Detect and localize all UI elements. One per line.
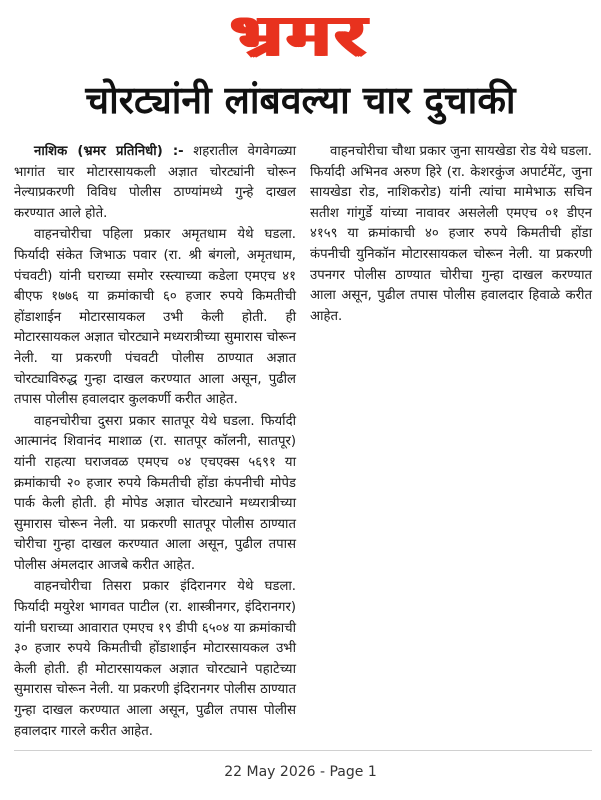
- article-dateline: नाशिक (भ्रमर प्रतिनिधी) :-: [34, 144, 184, 159]
- article-paragraph-4: वाहनचोरीचा तिसरा प्रकार इंदिरानगर येथे घडला. फिर्यादी मयुरेश भागवत पाटील (रा. शास्त्रीनगर, इंदिरानगर) यांनी घराच्या आवारात एमएच १९ डीपी ६५०४ या क्रमांकाची ३० हजार रुपये किमतीची होंडाशाईन मोटारसायकल उभी केली होती. ही मोटारसायकल अज्ञात चोरट्याने पहाटेच्या सुमारास चोरून नेली. या प्रकरणी इंदिरानगर पोलीस ठाण्यात गुन्हा दाखल करण्यात आला असून, पुढील तपास पोलीस हवालदार गारले करीत आहेत.: [14, 579, 296, 739]
- newspaper-logo: भ्रमर: [231, 1, 370, 69]
- masthead: [0, 0, 601, 72]
- page-footer: 22 May 2026 - Page 1: [224, 764, 377, 780]
- article-paragraph-5: वाहनचोरीचा चौथा प्रकार जुना सायखेडा रोड येथे घडला. फिर्यादी अभिनव अरुण हिरे (रा. केशरकुंज अपार्टमेंट, जुना सायखेडा रोड, नाशिकरोड) यांनी त्यांचा मामेभाऊ सचिन सतीश गांगुर्डे यांच्या नावावर असलेली एमएच ०१ डीएन ४१५९ या क्रमांकाची ४० हजार रुपये किमतीची होंडा कंपनीची युनिकॉन मोटारसायकल चोरून नेली. या प्रकरणी उपनगर पोलीस ठाण्यात चोरीचा गुन्हा दाखल करण्यात आला असून, पुढील तपास पोलीस हवालदार हिवाळे करीत आहेत.: [310, 144, 592, 324]
- footer-divider: [14, 750, 592, 751]
- article-paragraph-1: [14, 142, 296, 224]
- article-body: [14, 142, 592, 747]
- article-paragraph-3: वाहनचोरीचा दुसरा प्रकार सातपूर येथे घडला. फिर्यादी आत्मानंद शिवानंद माशाळ (रा. सातपूर कॉलनी, सातपूर) यांनी राहत्या घराजवळ एमएच ०४ एचएक्स ५६९१ या क्रमांकाची २० हजार रुपये किमतीची होंडा कंपनीची मोपेड पार्क केली होती. ही मोपेड अज्ञात चोरट्याने मध्यरात्रीच्या सुमारास चोरून नेली. या प्रकरणी सातपूर पोलीस ठाण्यात चोरीचा गुन्हा दाखल करण्यात आला असून, पुढील तपास पोलीस अंमलदार आजबे करीत आहेत.: [14, 413, 296, 573]
- article-headline: चोरट्यांनी लांबवल्या चार दुचाकी: [85, 78, 516, 122]
- article-paragraph-text: शहरातील वेगवेगळ्या भागांत चार मोटारसायकली अज्ञात चोरट्यांनी चोरून नेल्याप्रकरणी विविध पोलीस ठाण्यांमध्ये गुन्हे दाखल करण्यात आले होते.: [14, 144, 296, 221]
- article-paragraph-2: वाहनचोरीचा पहिला प्रकार अमृतधाम येथे घडला. फिर्यादी संकेत जिभाऊ पवार (रा. श्री बंगलो, अमृतधाम, पंचवटी) यांनी घराच्या समोर रस्त्याच्या कडेला एमएच ४१ बीएफ १७७६ या क्रमांकाची ६० हजार रुपये किमतीची होंडाशाईन मोटारसायकल उभी केली होती. ही मोटारसायकल अज्ञात चोरट्याने मध्यरात्रीच्या सुमारास चोरून नेली. या प्रकरणी पंचवटी पोलीस ठाण्यात अज्ञात चोरट्याविरुद्ध गुन्हा दाखल करण्यात आला असून, पुढील तपास पोलीस हवालदार कुलकर्णी करीत आहेत.: [14, 227, 296, 408]
